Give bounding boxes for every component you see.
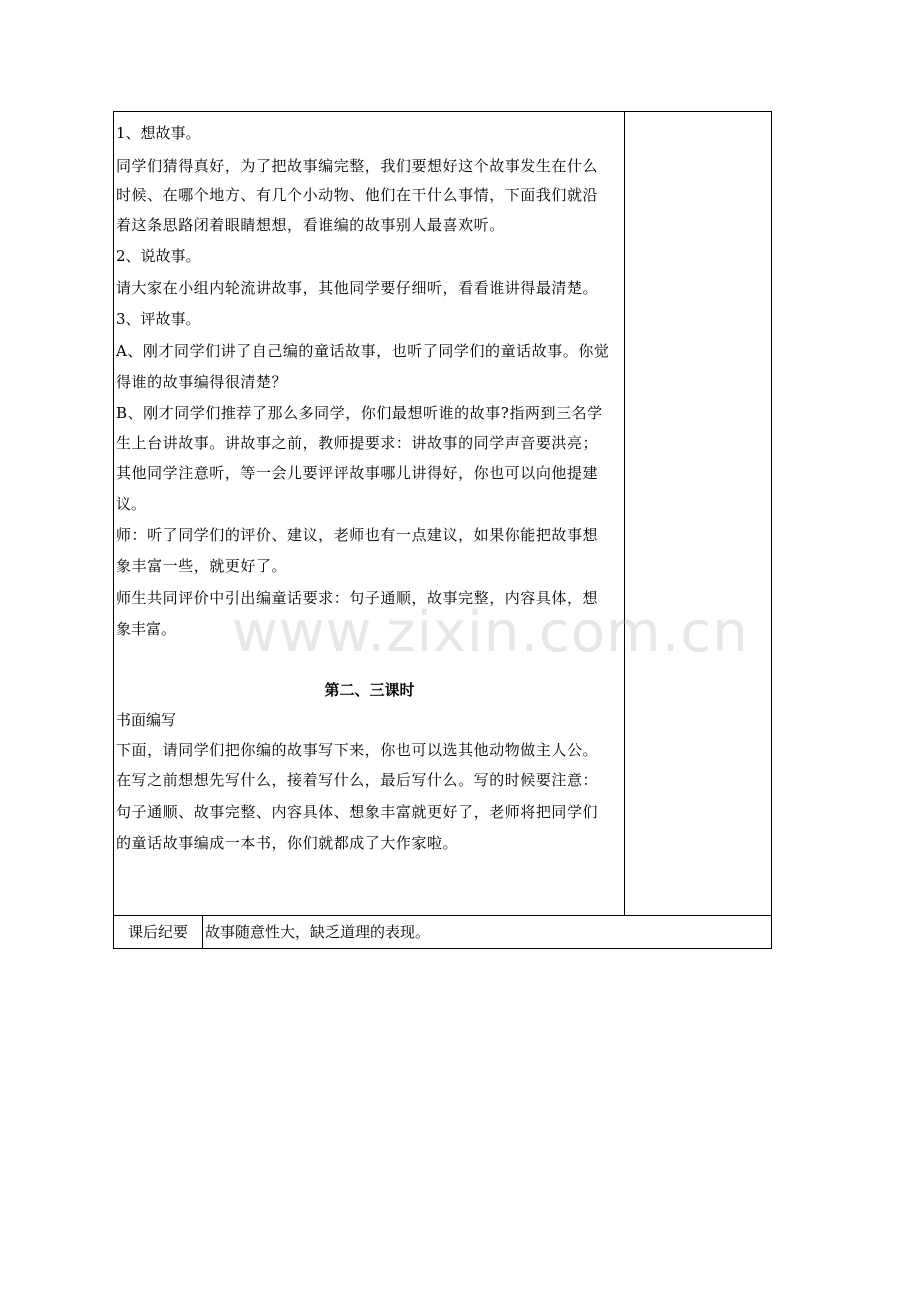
paragraph-line: 象丰富一些，就更好了。 <box>116 557 288 575</box>
paragraph-line: 得谁的故事编得很清楚？ <box>116 373 288 391</box>
lesson-plan-table <box>113 111 772 949</box>
paragraph-line: 时候、在哪个地方、有几个小动物、他们在干什么事情，下面我们就沿 <box>116 186 599 204</box>
paragraph-line: 请大家在小组内轮流讲故事，其他同学要仔细听，看看谁讲得最清楚。 <box>116 279 599 297</box>
paragraph-line: 同学们猜得真好，为了把故事编完整，我们要想好这个故事发生在什么 <box>116 157 599 175</box>
paragraph-line: A、刚才同学们讲了自己编的童话故事，也听了同学们的童话故事。你觉 <box>116 342 610 360</box>
step-3-heading: 3、评故事。 <box>116 310 201 328</box>
section-subheading: 书面编写 <box>116 711 177 729</box>
paragraph-line: 在写之前想想先写什么，接着写什么，最后写什么。写的时候要注意： <box>116 771 599 789</box>
step-1-heading: 1、想故事。 <box>116 124 201 142</box>
paragraph-line: 下面，请同学们把你编的故事写下来，你也可以选其他动物做主人公。 <box>116 741 599 759</box>
paragraph-line: 生上台讲故事。讲故事之前，教师提要求：讲故事的同学声音要洪亮； <box>116 434 599 452</box>
paragraph-line: 着这条思路闭着眼睛想想，看谁编的故事别人最喜欢听。 <box>116 216 505 234</box>
watermark-logo: www.zixin.com.cn <box>232 600 749 665</box>
section-heading: 第二、三课时 <box>324 681 415 699</box>
step-2-heading: 2、说故事。 <box>116 247 201 265</box>
paragraph-line: 象丰富。 <box>116 620 177 638</box>
paragraph-line: 的童话故事编成一本书，你们就都成了大作家啦。 <box>116 834 459 852</box>
paragraph-line: 其他同学注意听，等一会儿要评评故事哪儿讲得好，你也可以向他提建 <box>116 464 599 482</box>
paragraph-line: 句子通顺、故事完整、内容具体、想象丰富就更好了，老师将把同学们 <box>116 803 599 821</box>
notes-column-cell <box>625 112 771 916</box>
paragraph-line: 议。 <box>116 495 147 513</box>
lesson-content-cell <box>114 112 625 916</box>
after-class-notes-label: 课后纪要 <box>114 916 203 948</box>
paragraph-line: 师：听了同学们的评价、建议，老师也有一点建议，如果你能把故事想 <box>116 526 599 544</box>
paragraph-line: B、刚才同学们推荐了那么多同学，你们最想听谁的故事?指两到三名学 <box>116 404 603 422</box>
paragraph-line: 师生共同评价中引出编童话要求：句子通顺，故事完整，内容具体，想 <box>116 589 599 607</box>
after-class-notes-text: 故事随意性大，缺乏道理的表现。 <box>205 923 431 941</box>
